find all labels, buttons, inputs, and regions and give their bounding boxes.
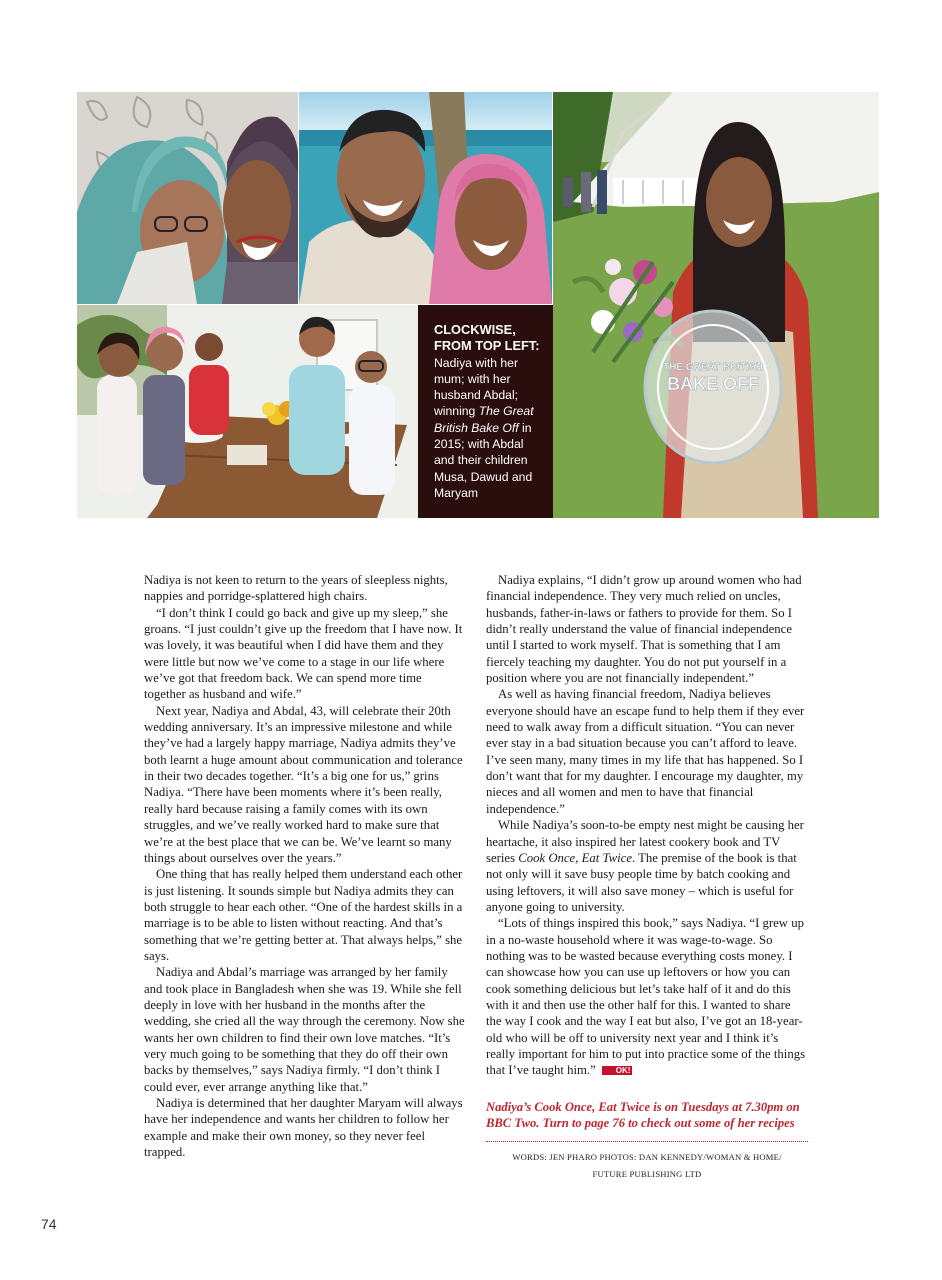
paragraph: “I don’t think I could go back and give up my sleep,” she groans. “I just couldn’t give up the freedom that I have now. It was lovely, it was beautiful when I did have them and they were little but now we’ve come to a stage in our life where we’ve got that freedom back. We can spend more time together as husband and wife.” — [144, 605, 463, 702]
paragraph: Next year, Nadiya and Abdal, 43, will celebrate their 20th wedding anniversary. It’s an impressive milestone and while they’ve had a largely happy marriage, Nadiya admits they’ve both learnt a huge amount about communication and tolerance in their two decades together. “It’s a big one for us,” grins Nadiya. “There have been moments where it’s been really, really hard because raising a family comes with its own struggles, and we’ve really worked hard to make sure that we’re at the best place that we can be. We’ve learnt so many things about ourselves over the years.” — [144, 703, 463, 865]
credits — [486, 1141, 808, 1183]
paragraph: One thing that has really helped them understand each other is just listening. It sounds simple but Nadiya admits they can both struggle to hear each other. “One of the hardest skills in a marriage is to be able to listen without reacting. And that’s something that we’re getting better at. That always helps,” she says. — [144, 867, 463, 963]
photo-family-at-table — [77, 305, 418, 518]
paragraph: Nadiya and Abdal’s marriage was arranged by her family and took place in Bangladesh when she was 19. While she fell deeply in love with her husband in the months after the wedding, she cried all the way through the ceremony. Now she wants her own children to find their own love matches. “It’s very much going to be something that they do off their own backs by themselves,” says Nadiya firmly. “I don’t think I could ever, ever arrange anything like that.” — [144, 965, 465, 1094]
caption-italic: The Great British Bake Off — [434, 404, 534, 435]
paragraph-text: “Lots of things inspired this book,” says Nadiya. “I grew up in a no-waste household where it was wage-to-wage. So nothing was to be wasted because everything costs money. I can showcase how you can use up leftovers or how you can cook something delicious but let’s take half of it and do this with it and then use the other half for this. I wanted to share the way I cook and the way I eat but also, I’ve got an 18-year-old who will be off to university next year and I think it’s really important for him to put into practice some of the things that I’ve taught him.” — [486, 916, 806, 1078]
caption-text-1: Nadiya with her mum; with her husband Abdal; winning — [434, 355, 519, 419]
credits-line: FUTURE PUBLISHING LTD — [592, 1169, 702, 1180]
svg-text:BAKE OFF: BAKE OFF — [667, 374, 759, 394]
paragraph-text: . The premise of the book is that not only will it save busy people time by batch cooking and using leftovers, it will also save money – which is useful for anyone going to university. — [486, 850, 797, 914]
page-number: 74 — [41, 1216, 57, 1232]
article-column-left — [144, 572, 466, 1160]
paragraph: As well as having financial freedom, Nadiya believes everyone should have an escape fund to help them if they ever need to walk away from a difficult situation. “You can never ever stay in a bad situation because you can’t afford to leave. I’ve seen many, many times in my life that has happened. So I don’t want that for my daughter. I encourage my daughter, my nieces and all women and men to have that financial independence.” — [486, 687, 805, 816]
svg-text:THE GREAT BRITISH: THE GREAT BRITISH — [663, 362, 763, 373]
paragraph: Nadiya is determined that her daughter Maryam will always have her independence and wants her children to follow her example and make their own money, so they never feel trapped. — [144, 1096, 463, 1160]
paragraph: Nadiya is not keen to return to the years of sleepless nights, nappies and porridge-splattered high chairs. — [144, 573, 448, 604]
ok-end-mark-logo: OK! — [602, 1066, 633, 1075]
caption-text-2: in 2015; with Abdal and their children Musa, Dawud and Maryam — [434, 420, 533, 500]
book-title: Cook Once, Eat Twice — [518, 850, 632, 865]
paragraph — [486, 915, 808, 1078]
photo-caption — [418, 305, 553, 518]
show-promo: Nadiya’s Cook Once, Eat Twice is on Tuesdays at 7.30pm on BBC Two. Turn to page 76 to check out some of her recipes — [486, 1099, 800, 1131]
article-column-right — [486, 572, 808, 1183]
photo-nadiya-with-husband — [299, 92, 552, 304]
photo-nadiya-with-mum — [77, 92, 298, 304]
paragraph: Nadiya explains, “I didn’t grow up around women who had financial independence. They very much relied on uncles, husbands, father-in-laws or fathers to provide for them. So I didn’t really understand the value of financial independence until I started to work myself. That is something that I am fiercely teaching my daughter. You do not put yourself in a position where you are not financially independent.” — [486, 573, 802, 686]
caption-lead: CLOCKWISE, FROM TOP LEFT: — [434, 322, 540, 354]
paragraph-text: While Nadiya’s soon-to-be empty nest might be causing her heartache, it also inspired her latest cookery book and TV series — [486, 818, 804, 865]
credits-line: WORDS: JEN PHARO PHOTOS: DAN KENNEDY/WOMAN & HOME/ — [512, 1152, 782, 1163]
photo-bake-off-win — [553, 92, 879, 518]
paragraph — [486, 817, 808, 915]
